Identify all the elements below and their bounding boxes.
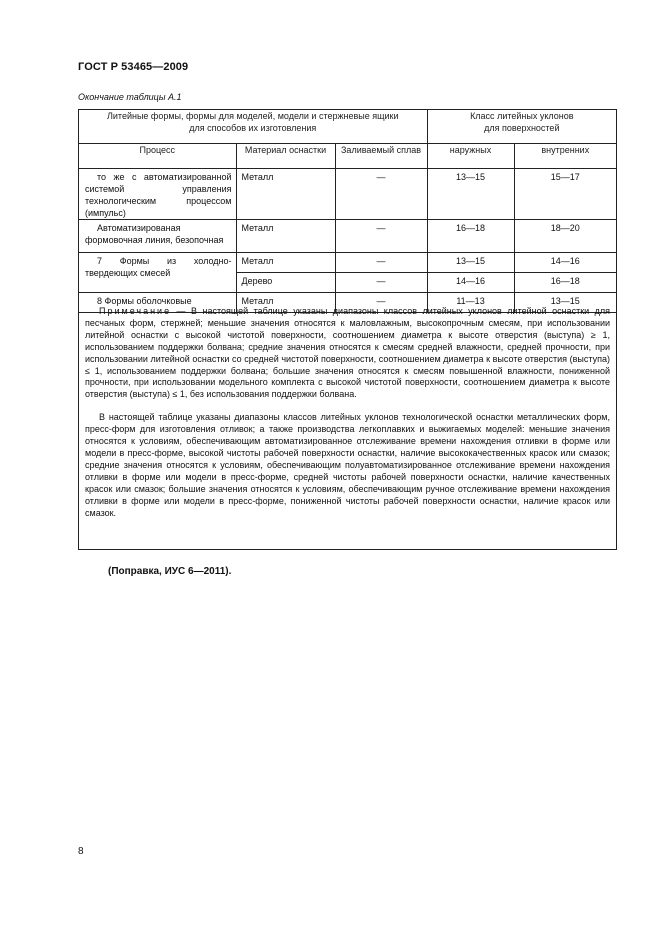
table-row — [79, 252, 616, 272]
cell-inner: 18—20 — [514, 219, 616, 252]
cell-material: Дерево — [236, 272, 335, 292]
column-header-row — [79, 143, 616, 168]
cell-material: Металл — [236, 219, 335, 252]
table-row — [79, 168, 616, 219]
col-header-alloy: Заливаемый сплав — [335, 143, 427, 168]
cell-outer: 16—18 — [427, 219, 514, 252]
group-header-forms-line2: для способов их изготовления — [189, 123, 317, 133]
cell-material: Металл — [236, 292, 335, 312]
group-header-forms — [79, 110, 427, 143]
note-label: Примечание — [99, 306, 172, 316]
cell-process: Автоматизированая формовочная линия, безопочная — [79, 219, 236, 252]
cell-inner: 13—15 — [514, 292, 616, 312]
cell-inner: 14—16 — [514, 252, 616, 272]
explanatory-paragraph: В настоящей таблице указаны диапазоны классов литейных уклонов технологической оснастки металлических форм, пресс-форм для изготовления отливок; а также производства легкоплавких и выжигаемых моделей: меньшие значения относятся к условиям, обеспечивающим автоматизированное отслеживание времени нахождения отливки в форме или модели в пресс-форме, высокой чистоты рабочей поверхности оснастки, наличие высококачественных красок или смазок; средние значения относятся к условиям, обеспечивающим полуавтоматизированное отслеживание времени нахождения отливки в форме или модели в пресс-форме, средней чистоты рабочей поверхности оснастки, наличие качественных красок или смазок; большие значения относятся к условиям, обеспечивающим ручное отслеживание времени нахождения отливки в форме или модели в пресс-форме, пониженной чистоты рабочей поверхности оснастки, наличие красок или смазок. — [85, 412, 610, 518]
group-header-forms-line1: Литейные формы, формы для моделей, модели и стержневые ящики — [107, 111, 399, 121]
table-frame — [78, 109, 617, 550]
cell-outer: 14—16 — [427, 272, 514, 292]
cell-material: Металл — [236, 252, 335, 272]
draft-class-table — [79, 110, 616, 313]
cell-inner: 15—17 — [514, 168, 616, 219]
document-header: ГОСТ Р 53465—2009 — [78, 61, 189, 73]
table-caption: Окончание таблицы А.1 — [78, 92, 182, 102]
cell-process: то же с автоматизированной системой управления технологическим процессом (импульс) — [79, 168, 236, 219]
group-header-row — [79, 110, 616, 143]
col-header-outer: наружных — [427, 143, 514, 168]
cell-material: Металл — [236, 168, 335, 219]
group-header-draft-line1: Класс литейных уклонов — [470, 111, 574, 121]
cell-inner: 16—18 — [514, 272, 616, 292]
note-text: — В настоящей таблице указаны диапазоны классов литейных уклонов литейной оснастки для песчаных форм, стержней; меньшие значения относятся к маловлажным, высокопрочным смесям, при использовании литейной оснастки с высокой чистотой поверхности, соотношением диаметра к высоте отверстия (выступа) ≥ 1, использованием поддержки болвана; средние значения относятся к смесям средней влажности, средней прочности, при использовании литейной оснастки со средней чистотой поверхности, соотношением диаметра к высоте отверстия (выступа) ≤ 1, использованием поддержки болвана; большие значения относятся к смесям повышенной влажности, пониженной прочности, при использовании модельного комплекта с высокой чистотой поверхности, соотношением диаметра к высоте отверстия (выступа) ≤ 1, без использования поддержки болвана. — [85, 306, 610, 400]
cell-outer: 11—13 — [427, 292, 514, 312]
note-paragraph — [85, 306, 610, 401]
cell-alloy: — — [335, 252, 427, 272]
cell-alloy: — — [335, 168, 427, 219]
col-header-material: Материал оснастки — [236, 143, 335, 168]
cell-process: 7 Формы из холодно-твердеющих смесей — [79, 252, 236, 292]
group-header-draft-class — [427, 110, 616, 143]
amendment-reference: (Поправка, ИУС 6—2011). — [108, 566, 232, 577]
col-header-process: Процесс — [79, 143, 236, 168]
group-header-draft-line2: для поверхностей — [484, 123, 560, 133]
col-header-inner: внутренних — [514, 143, 616, 168]
table-row — [79, 219, 616, 252]
cell-alloy: — — [335, 272, 427, 292]
cell-outer: 13—15 — [427, 252, 514, 272]
notes-section — [85, 306, 610, 519]
page-number: 8 — [78, 846, 84, 857]
cell-alloy: — — [335, 219, 427, 252]
cell-process: 8 Формы оболочковые — [79, 292, 236, 312]
cell-alloy: — — [335, 292, 427, 312]
cell-outer: 13—15 — [427, 168, 514, 219]
